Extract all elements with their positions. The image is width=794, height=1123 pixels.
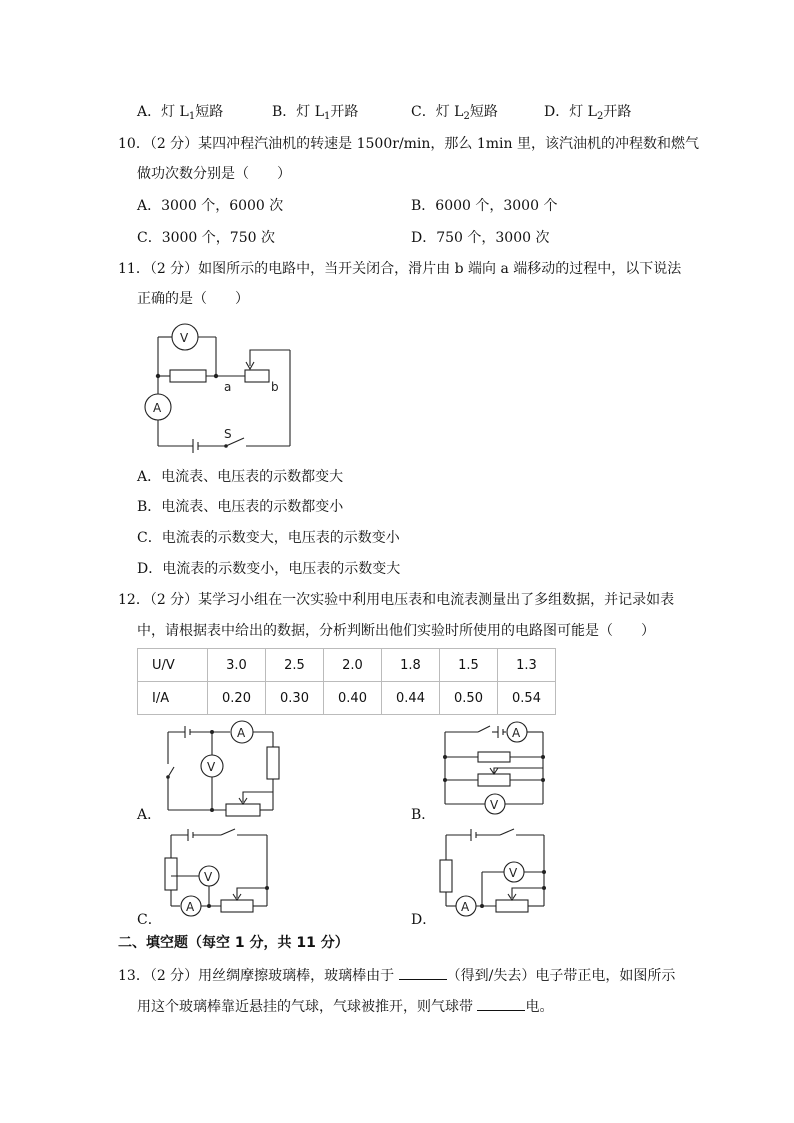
q12-circuit-d (438, 826, 550, 916)
q9-option-a: A．灯 $L_1$短路 (137, 104, 224, 122)
q12-stem-line1: 12．（2 分）某学习小组在一次实验中利用电压表和电流表测量出了多组数据，并记录如表 (118, 592, 675, 608)
q10-option-d: D．750 个，3000 次 (411, 230, 550, 246)
q10-option-b: B．6000 个，3000 个 (411, 198, 558, 214)
ammeter-label: A (186, 900, 195, 914)
table-cell: 2.5 (266, 649, 324, 682)
table-cell: 0.30 (266, 682, 324, 715)
q11-stem-line2: 正确的是（ ） (137, 291, 249, 307)
q9-option-d: D．灯 $L_2$开路 (544, 104, 632, 122)
section-title-fill-in: 二、填空题（每空 1 分，共 11 分） (118, 935, 349, 951)
q11-option-c: C．电流表的示数变大，电压表的示数变小 (137, 530, 400, 546)
table-row (138, 649, 556, 682)
table-row (138, 682, 556, 715)
q12-circuit-a (160, 722, 285, 817)
q13-text: 电。 (525, 999, 554, 1015)
q11-rheostat (245, 370, 269, 382)
table-cell: 0.20 (208, 682, 266, 715)
q11-point-a: a (224, 380, 232, 394)
table-cell: I/A (138, 682, 208, 715)
voltmeter-label: V (207, 760, 216, 774)
q11-option-b: B．电流表、电压表的示数都变小 (137, 499, 344, 515)
q11-point-b: b (271, 380, 279, 394)
q11-fixed-resistor (170, 370, 206, 382)
q12-option-b-label: B． (411, 807, 436, 823)
q12-option-d-label: D． (411, 912, 437, 928)
q11-switch-label: S (224, 427, 232, 441)
table-cell: 0.44 (382, 682, 440, 715)
table-cell: U/V (138, 649, 208, 682)
table-cell: 0.54 (498, 682, 556, 715)
q11-option-d: D．电流表的示数变小，电压表的示数变大 (137, 561, 401, 577)
voltmeter-label: V (509, 866, 518, 880)
q11-ammeter-label: A (153, 401, 162, 415)
ammeter-label: A (512, 726, 521, 740)
table-cell: 1.5 (440, 649, 498, 682)
voltmeter-label: V (490, 798, 499, 812)
q12-data-table (137, 648, 556, 715)
q10-stem-line2: 做功次数分别是（ ） (137, 166, 291, 182)
q13-text: 用这个玻璃棒靠近悬挂的气球，气球被推开，则气球带 (137, 999, 478, 1015)
ammeter-label: A (237, 726, 246, 740)
q13-text: （得到/失去）电子带正电，如图所示 (446, 968, 676, 984)
table-cell: 1.3 (498, 649, 556, 682)
ammeter-label: A (461, 900, 470, 914)
q11-stem-line1: 11．（2 分）如图所示的电路中，当开关闭合，滑片由 b 端向 a 端移动的过程中，以下说法 (118, 261, 682, 277)
q9-option-b: B．灯 $L_1$开路 (272, 104, 359, 122)
q12-option-a-label: A． (137, 807, 162, 823)
q13-blank-1[interactable] (399, 965, 447, 980)
q12-circuit-b (440, 722, 550, 817)
q9-option-c: C．灯 $L_2$短路 (411, 104, 498, 122)
q11-voltmeter-label: V (180, 331, 189, 345)
q13-blank-2[interactable] (477, 996, 525, 1011)
table-cell: 0.40 (324, 682, 382, 715)
q12-stem-line2: 中，请根据表中给出的数据，分析判断出他们实验时所使用的电路图可能是（ ） (137, 623, 655, 639)
q10-stem-line1: 10．（2 分）某四冲程汽油机的转速是 1500r/min，那么 1min 里，该汽油机的冲程数和燃气 (118, 136, 700, 152)
q10-option-a: A．3000 个，6000 次 (137, 198, 284, 214)
q10-option-c: C．3000 个，750 次 (137, 230, 275, 246)
q11-circuit-diagram (140, 320, 300, 450)
q13-stem-line2 (137, 996, 553, 1017)
table-cell: 2.0 (324, 649, 382, 682)
q11-option-a: A．电流表、电压表的示数都变大 (137, 469, 344, 485)
table-cell: 1.8 (382, 649, 440, 682)
q12-option-c-label: C． (137, 912, 162, 928)
table-cell: 0.50 (440, 682, 498, 715)
q13-text: 13．（2 分）用丝绸摩擦玻璃棒，玻璃棒由于 (118, 968, 399, 984)
voltmeter-label: V (204, 870, 213, 884)
q13-stem-line1 (118, 965, 675, 986)
q12-circuit-c (163, 826, 273, 916)
table-cell: 3.0 (208, 649, 266, 682)
